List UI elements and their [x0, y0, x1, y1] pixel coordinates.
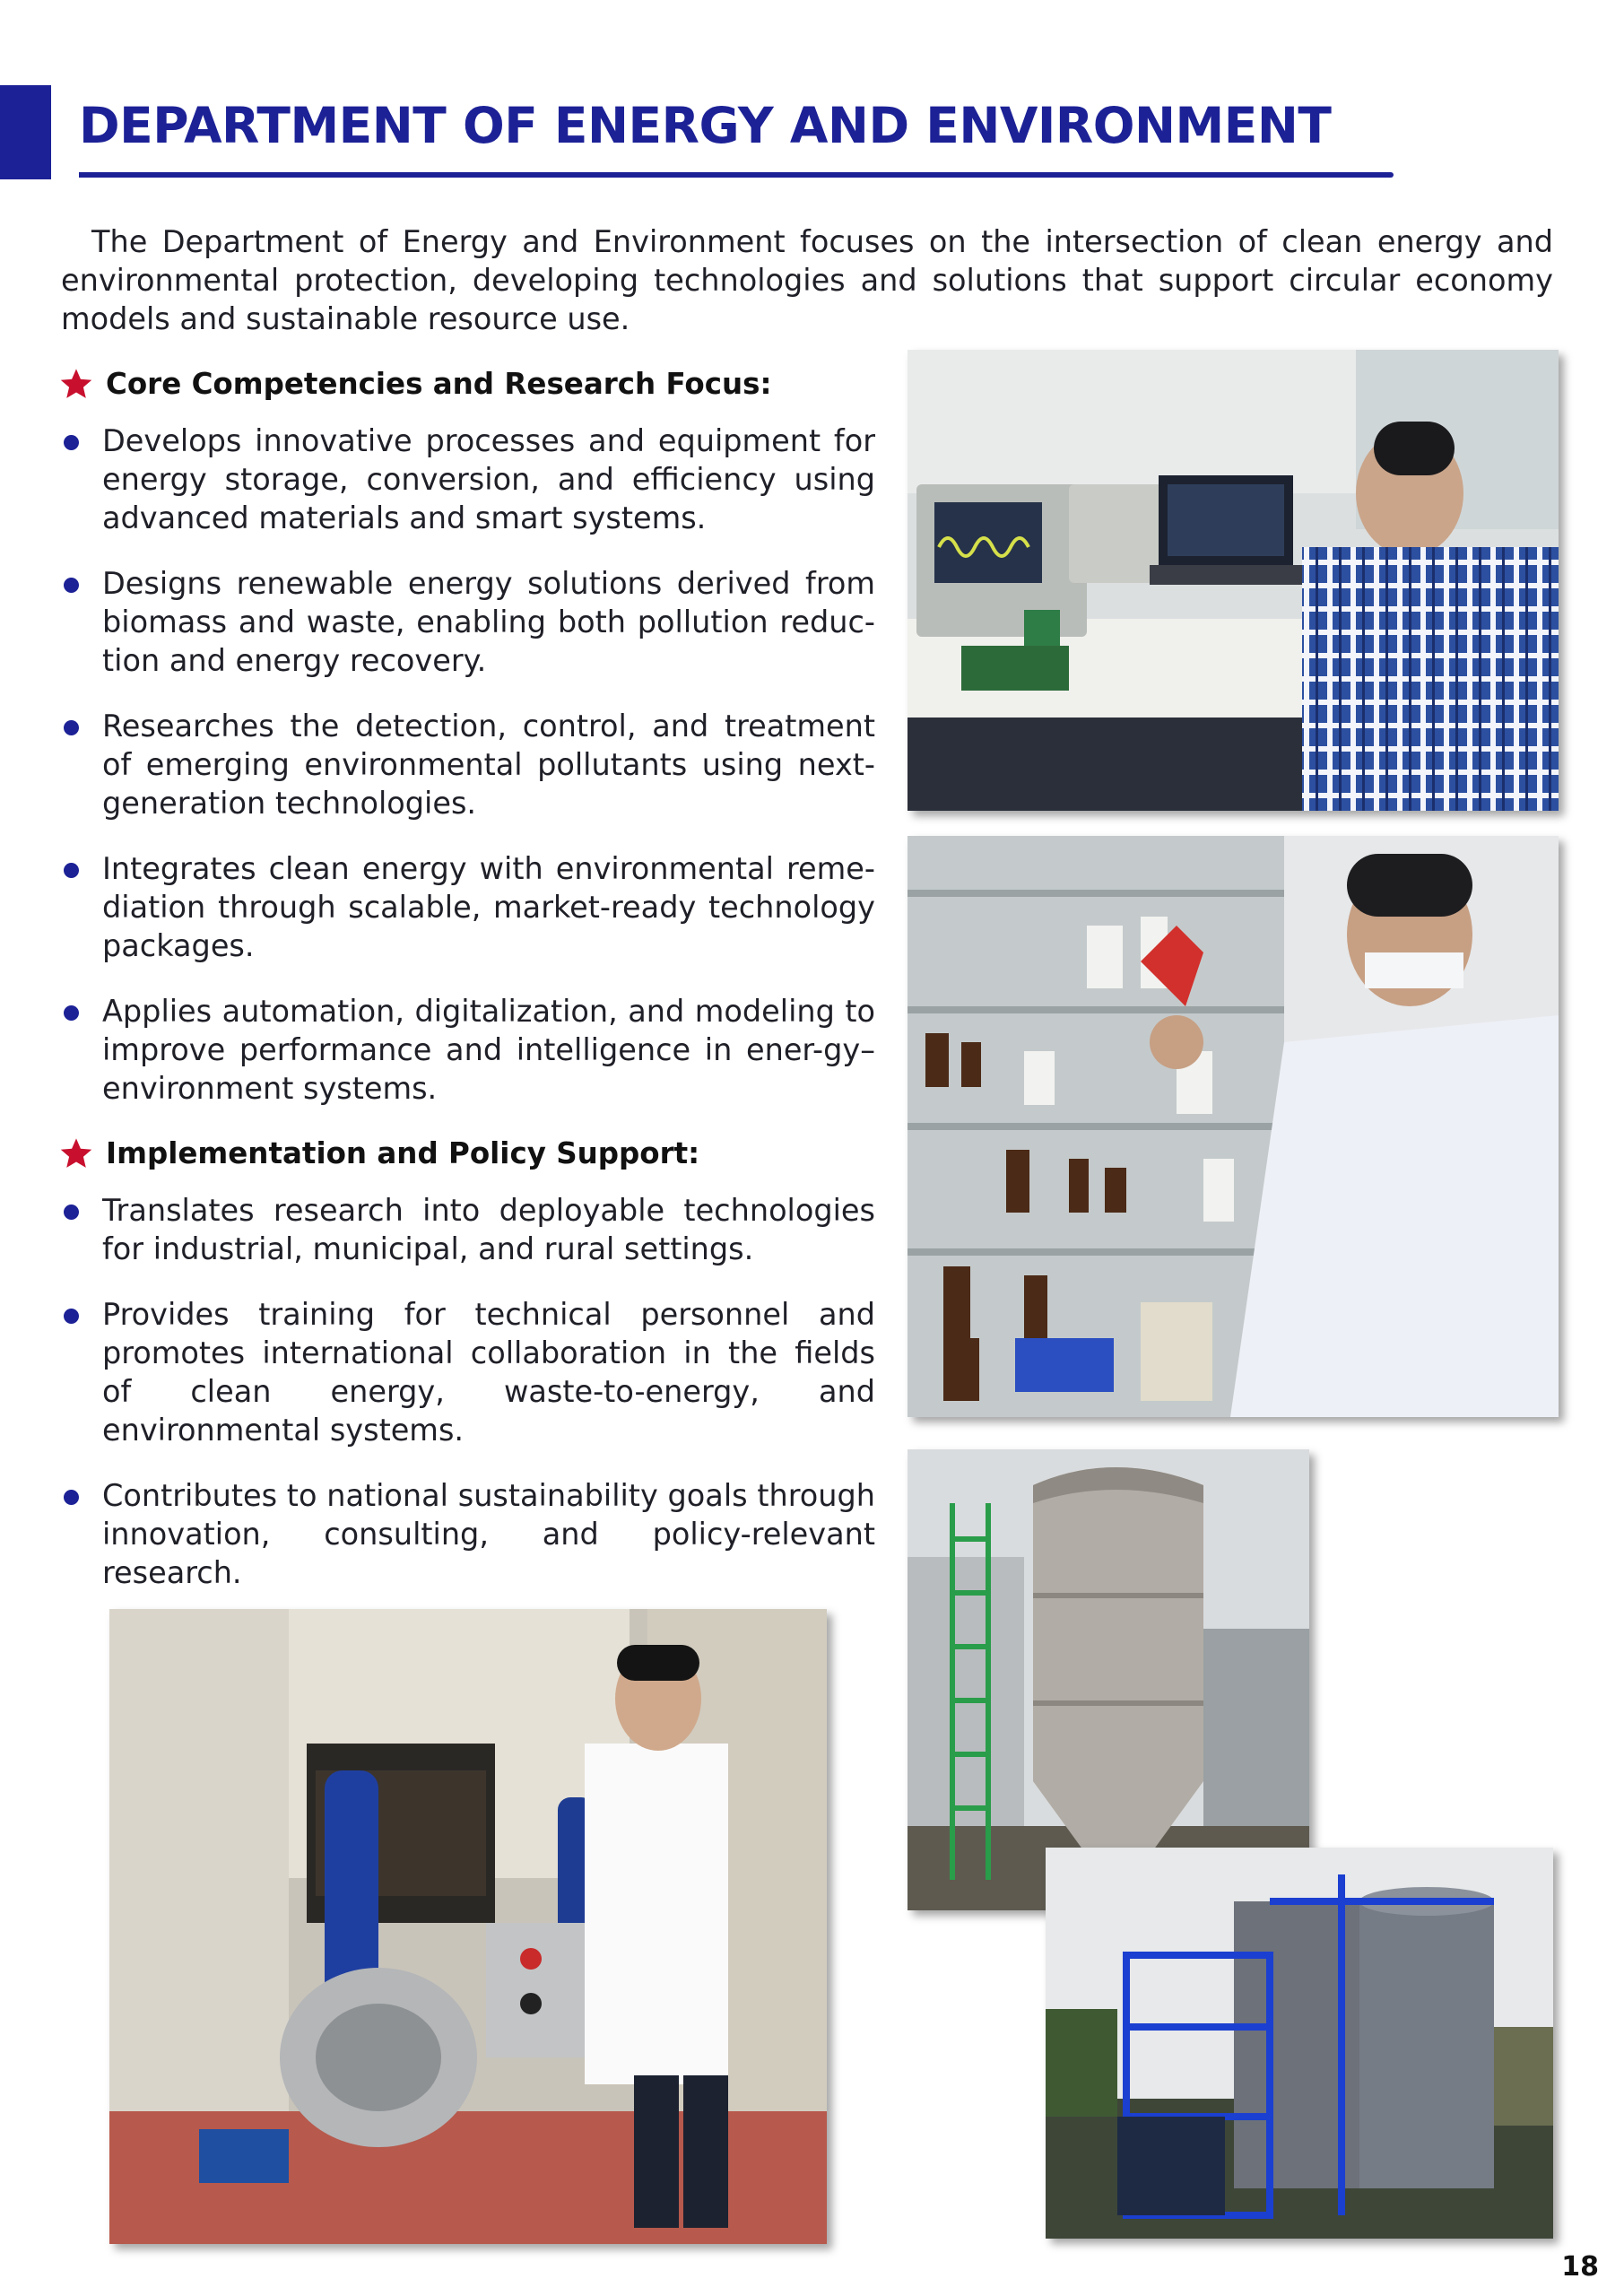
- list-item: [59, 1191, 875, 1268]
- list-item: [59, 849, 875, 965]
- list-item-text: Develops innovative processes and equipment for energy storage, conversion, and efficiency using advanced materials and smart systems.: [102, 423, 875, 535]
- photo-chemistry-lab: [908, 836, 1559, 1417]
- section-heading-core-competencies: [59, 364, 875, 404]
- bullet-icon: [64, 578, 79, 593]
- list-item-text: Applies automation, digitalization, and modeling to improve performance and intelligence in ener-gy–environment systems.: [102, 994, 875, 1106]
- list-item: [59, 1295, 875, 1449]
- list-item-text: Integrates clean energy with environmental reme-diation through scalable, market-ready technology packages.: [102, 851, 875, 963]
- photo-blue-frame-tanks: [1046, 1848, 1553, 2239]
- star-icon: [59, 367, 93, 401]
- photo-steel-tank: [908, 1449, 1309, 1910]
- list-item: [59, 992, 875, 1108]
- list-item-text: Contributes to national sustainability goals through innovation, consulting, and policy-relevant research.: [102, 1478, 875, 1590]
- bullet-icon: [64, 435, 79, 450]
- list-item-text: Designs renewable energy solutions derived from biomass and waste, enabling both pollution reduc-tion and energy recovery.: [102, 566, 875, 678]
- photo-technician-equipment: [109, 1609, 827, 2244]
- bullet-icon: [64, 1205, 79, 1220]
- page-title: DEPARTMENT OF ENERGY AND ENVIRONMENT: [79, 97, 1332, 154]
- bullet-icon: [64, 863, 79, 878]
- list-item-text: Provides training for technical personnel and promotes international collaboration in the fields of clean energy, waste-to-energy, and environmental systems.: [102, 1297, 875, 1448]
- section-heading-implementation: [59, 1134, 875, 1173]
- list-item: [59, 422, 875, 537]
- list-item-text: Researches the detection, control, and treatment of emerging environmental pollutants using next-generation technologies.: [102, 709, 875, 821]
- list-item: [59, 1476, 875, 1592]
- page-number: 18: [1561, 2251, 1599, 2283]
- section-title: Implementation and Policy Support:: [106, 1136, 700, 1170]
- header-accent-bar: [0, 85, 51, 179]
- list-item: [59, 564, 875, 680]
- photo-electronics-lab: [908, 350, 1559, 811]
- intro-paragraph: The Department of Energy and Environment focuses on the intersection of clean energy and environmental protection, developing technologies and solutions that support circular economy models and sustainable resource use.: [61, 224, 1553, 336]
- bullet-icon: [64, 720, 79, 735]
- bullet-icon: [64, 1490, 79, 1505]
- title-underline: [79, 172, 1394, 178]
- section-title: Core Competencies and Research Focus:: [106, 367, 772, 401]
- list-item: [59, 707, 875, 822]
- star-icon: [59, 1136, 93, 1170]
- bullet-icon: [64, 1309, 79, 1324]
- bullet-icon: [64, 1005, 79, 1021]
- list-item-text: Translates research into deployable technologies for industrial, municipal, and rural settings.: [102, 1193, 875, 1266]
